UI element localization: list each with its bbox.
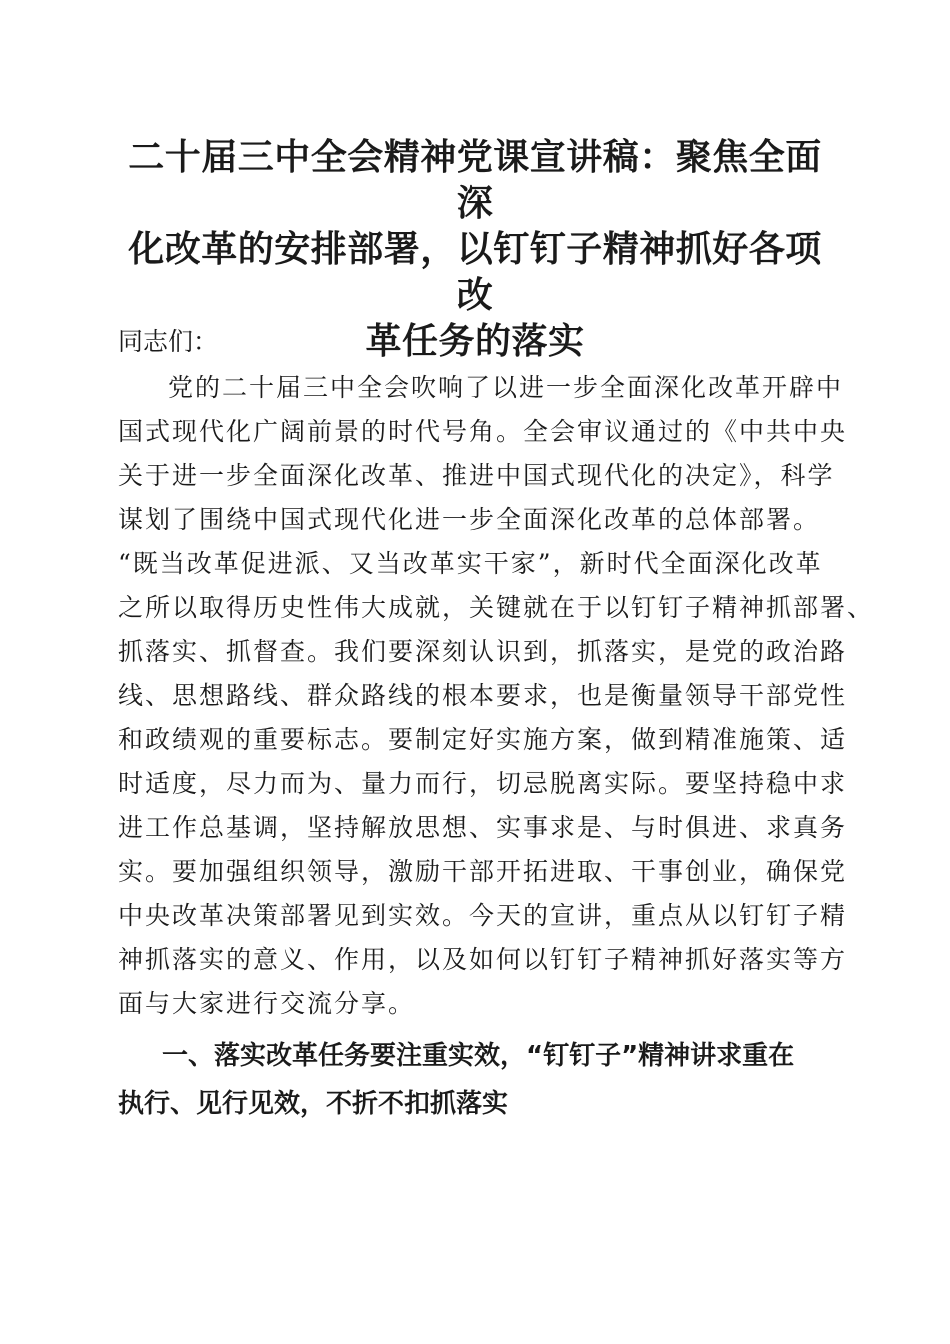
paragraph-line: 谋划了围绕中国式现代化进一步全面深化改革的总体部署。 [118, 505, 821, 534]
salutation: 同志们： [118, 327, 219, 356]
paragraph-line: 之所以取得历史性伟大成就，关键就在于以钉钉子精神抓部署、 [118, 593, 875, 622]
paragraph-line: 和政绩观的重要标志。要制定好实施方案，做到精准施策、适 [118, 725, 848, 754]
intro-paragraph [118, 366, 875, 1026]
paragraph-line: “既当改革促进派、又当改革实干家”，新时代全面深化改革 [118, 549, 823, 578]
title-line: 二十届三中全会精神党课宣讲稿：聚焦全面深 [128, 136, 822, 224]
title-line: 化改革的安排部署，以钉钉子精神抓好各项改 [128, 228, 822, 316]
heading-line: 一、落实改革任务要注重实效，“钉钉子”精神讲求重在 [162, 1041, 795, 1071]
paragraph-line: 时适度，尽力而为、量力而行，切忌脱离实际。要坚持稳中求 [118, 769, 848, 798]
paragraph-line: 关于进一步全面深化改革、推进中国式现代化的决定》，科学 [118, 461, 835, 490]
paragraph-line: 实。要加强组织领导，激励干部开拓进取、干事创业，确保党 [118, 857, 848, 886]
paragraph-line: 神抓落实的意义、作用，以及如何以钉钉子精神抓好落实等方 [118, 945, 848, 974]
paragraph-line: 中央改革决策部署见到实效。今天的宣讲，重点从以钉钉子精 [118, 901, 848, 930]
document-title [112, 134, 838, 364]
paragraph-line: 进工作总基调，坚持解放思想、实事求是、与时俱进、求真务 [118, 813, 848, 842]
paragraph-line: 国式现代化广阔前景的时代号角。全会审议通过的《中共中央 [118, 417, 848, 446]
title-line: 革任务的落实 [365, 320, 585, 362]
paragraph-line: 面与大家进行交流分享。 [118, 989, 416, 1018]
paragraph-line: 党的二十届三中全会吹响了以进一步全面深化改革开辟中 [168, 373, 844, 402]
paragraph-line: 线、思想路线、群众路线的根本要求，也是衡量领导干部党性 [118, 681, 848, 710]
section-heading [118, 1032, 840, 1128]
heading-line: 执行、见行见效，不折不扣抓落实 [118, 1089, 509, 1119]
paragraph-line: 抓落实、抓督查。我们要深刻认识到，抓落实，是党的政治路 [118, 637, 848, 666]
